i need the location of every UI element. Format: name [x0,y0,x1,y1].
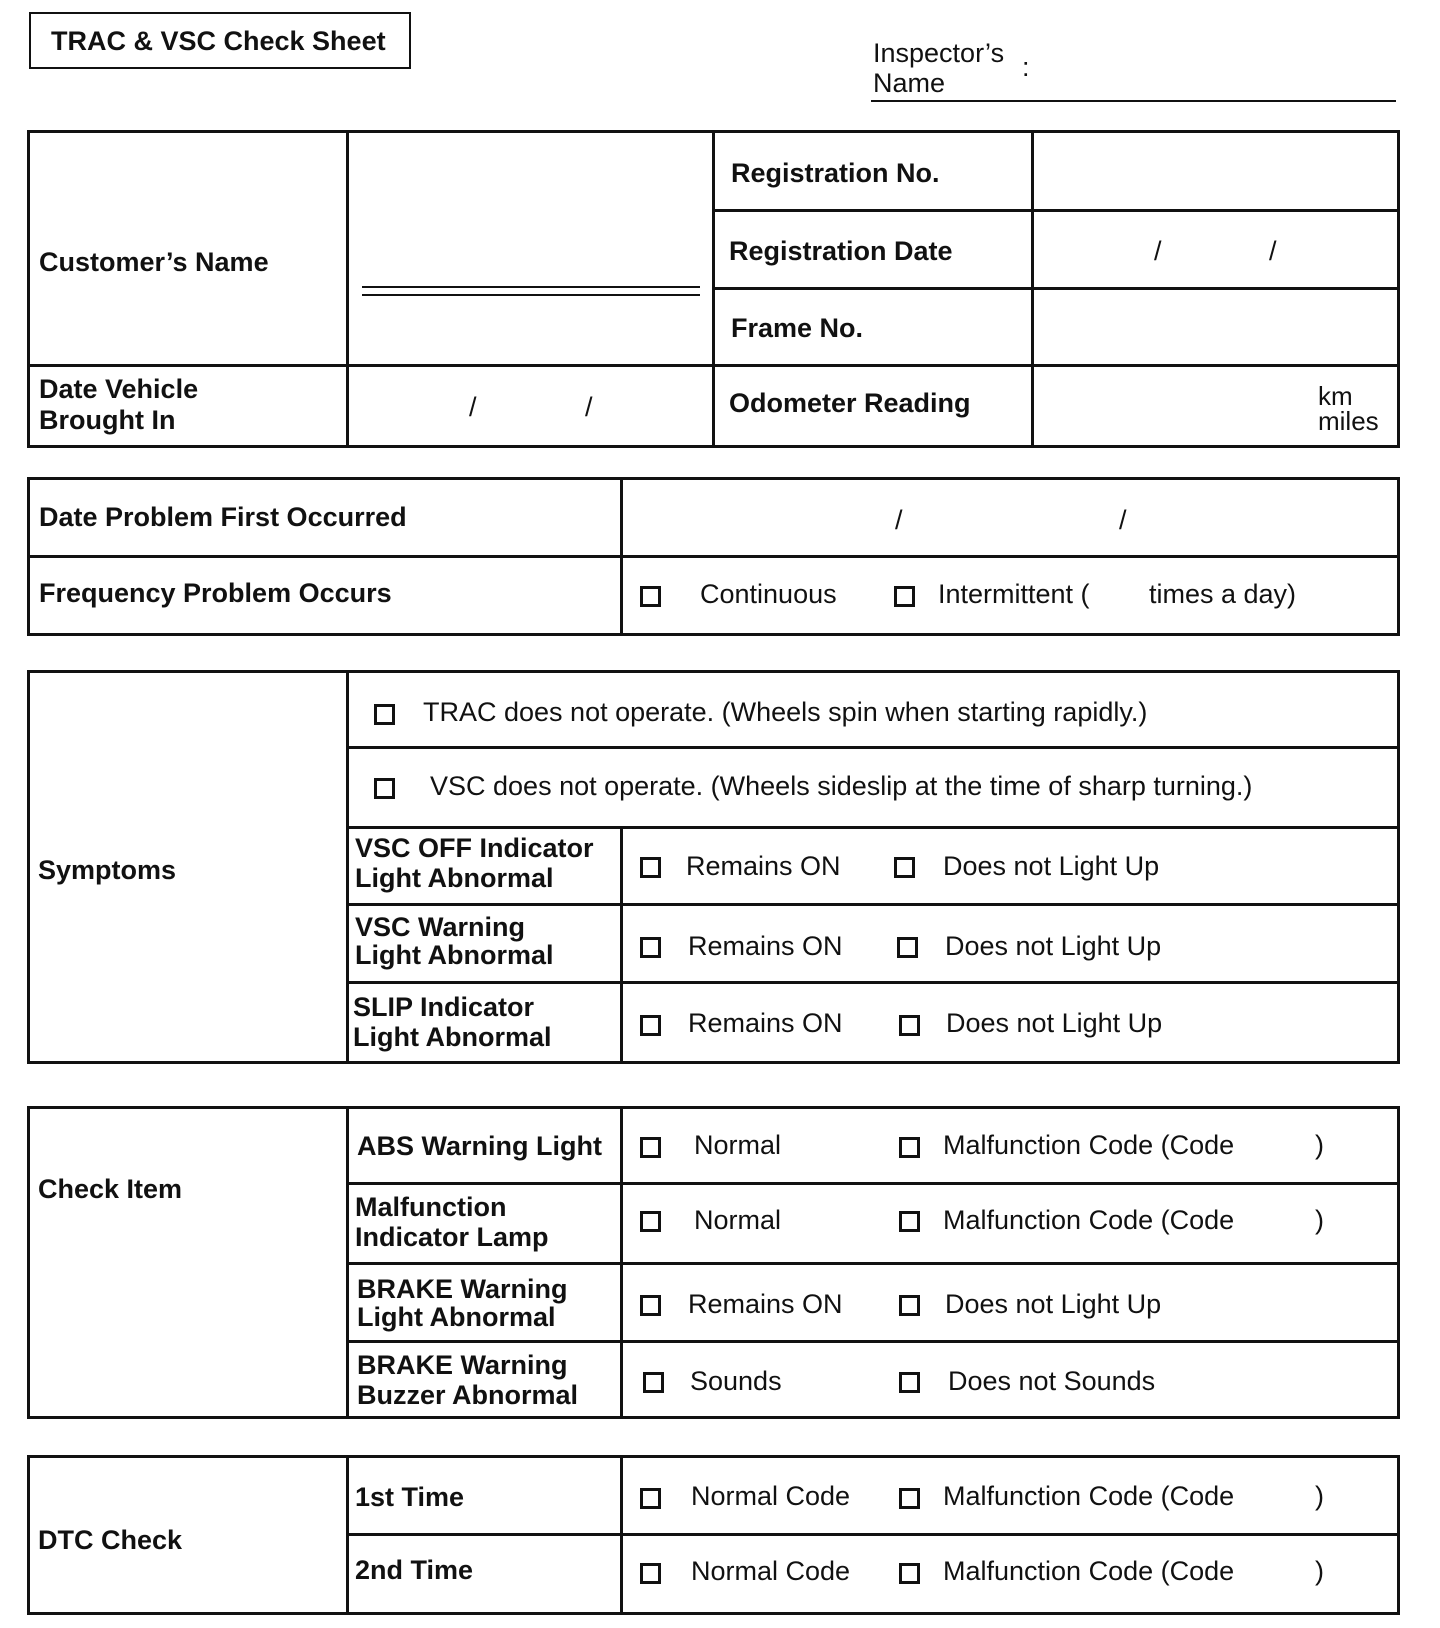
dtc-2nd-normal-checkbox[interactable] [640,1563,661,1584]
date-brought-in-label-line1: Date Vehicle [39,374,199,404]
mil-label-line2: Indicator Lamp [355,1222,549,1252]
odometer-label: Odometer Reading [729,388,971,418]
option-label: Malfunction Code (Code [943,1556,1235,1586]
option-label: Remains ON [686,851,841,881]
vsc-symptom: VSC does not operate. (Wheels sideslip at the time of sharp turning.) [430,771,1253,801]
slip-label-line2: Light Abnormal [353,1022,552,1052]
vsc-off-label-line2: Light Abnormal [355,863,554,893]
abs-malfunction-checkbox[interactable] [899,1137,920,1158]
vsc-off-remains-on-checkbox[interactable] [640,857,661,878]
vsc-off-no-light-checkbox[interactable] [894,857,915,878]
brake-light-remains-on-checkbox[interactable] [640,1295,661,1316]
date-slash: / [469,392,477,422]
dtc-2nd-time-label: 2nd Time [355,1555,474,1585]
dtc-2nd-malfunction-checkbox[interactable] [899,1563,920,1584]
intermittent-checkbox[interactable] [894,586,915,607]
divider [346,1340,1400,1343]
customer-name-field[interactable] [362,286,700,296]
brake-buzzer-label-line2: Buzzer Abnormal [357,1380,579,1410]
divider [346,981,1400,984]
slip-label-line1: SLIP Indicator [353,992,535,1022]
date-first-occurred-label: Date Problem First Occurred [39,502,407,532]
divider [346,130,349,448]
vsc-warning-remains-on-checkbox[interactable] [640,937,661,958]
date-brought-in-label-line2: Brought In [39,405,176,435]
divider [712,209,1400,212]
trac-checkbox[interactable] [374,704,395,725]
vsc-warning-label-line1: VSC Warning [355,912,526,942]
option-label: Remains ON [688,931,843,961]
continuous-option: Continuous [700,579,837,609]
brake-buzzer-label-line1: BRAKE Warning [357,1350,568,1380]
brake-light-label-line2: Light Abnormal [357,1302,556,1332]
divider [620,826,623,1064]
divider [346,746,1400,749]
mil-label-line1: Malfunction [355,1192,507,1222]
abs-normal-checkbox[interactable] [640,1137,661,1158]
option-label: Does not Light Up [943,851,1160,881]
intermittent-option: Intermittent ( [938,579,1090,609]
unit-km: km [1318,381,1353,411]
option-label: Does not Light Up [945,1289,1162,1319]
option-label: Malfunction Code (Code [943,1481,1235,1511]
vsc-warning-label-line2: Light Abnormal [355,940,554,970]
date-slash: / [1154,236,1162,266]
registration-no-label: Registration No. [731,158,940,188]
option-label: Malfunction Code (Code [943,1130,1235,1160]
inspector-colon: : [1022,52,1030,82]
dtc-1st-time-label: 1st Time [355,1482,465,1512]
date-slash: / [585,392,593,422]
option-label: Sounds [690,1366,782,1396]
divider [346,903,1400,906]
trac-symptom: TRAC does not operate. (Wheels spin when starting rapidly.) [423,697,1148,727]
frequency-label: Frequency Problem Occurs [39,578,392,608]
brake-light-label-line1: BRAKE Warning [357,1274,568,1304]
option-label: Normal [694,1130,782,1160]
vsc-warning-no-light-checkbox[interactable] [897,937,918,958]
sheet-title: TRAC & VSC Check Sheet [51,26,386,56]
divider [27,555,1400,558]
divider [346,1533,1400,1536]
divider [346,1262,1400,1265]
unit-miles: miles [1318,406,1379,436]
option-label: Does not Sounds [948,1366,1156,1396]
title-box [29,12,411,69]
date-slash: / [1119,505,1127,535]
code-close-paren: ) [1315,1481,1324,1511]
brake-buzzer-no-sound-checkbox[interactable] [899,1372,920,1393]
registration-date-label: Registration Date [729,236,953,266]
inspector-name-field[interactable] [871,100,1396,102]
option-label: Does not Light Up [945,931,1162,961]
dtc-check-label: DTC Check [38,1525,183,1555]
option-label: Normal Code [691,1481,851,1511]
divider [712,287,1400,290]
date-slash: / [1269,236,1277,266]
brake-buzzer-sounds-checkbox[interactable] [643,1372,664,1393]
check-item-label: Check Item [38,1174,183,1204]
option-label: Normal [694,1205,782,1235]
option-label: Normal Code [691,1556,851,1586]
date-slash: / [895,505,903,535]
dtc-1st-normal-checkbox[interactable] [640,1488,661,1509]
code-close-paren: ) [1315,1205,1324,1235]
symptoms-label: Symptoms [38,855,177,885]
code-close-paren: ) [1315,1556,1324,1586]
inspector-label-line1: Inspector’s [873,38,1005,68]
option-label: Remains ON [688,1008,843,1038]
divider [346,670,349,1064]
slip-no-light-checkbox[interactable] [899,1015,920,1036]
continuous-checkbox[interactable] [640,586,661,607]
option-label: Remains ON [688,1289,843,1319]
dtc-1st-malfunction-checkbox[interactable] [899,1488,920,1509]
abs-warning-label: ABS Warning Light [357,1131,602,1161]
times-a-day: times a day) [1149,579,1297,609]
slip-remains-on-checkbox[interactable] [640,1015,661,1036]
divider [346,1182,1400,1185]
brake-light-no-light-checkbox[interactable] [899,1295,920,1316]
customer-name-label: Customer’s Name [39,247,269,277]
option-label: Malfunction Code (Code [943,1205,1235,1235]
frame-no-label: Frame No. [731,313,864,343]
code-close-paren: ) [1315,1130,1324,1160]
divider [346,826,1400,829]
inspector-label-line2: Name [873,68,946,98]
vsc-checkbox[interactable] [374,778,395,799]
mil-normal-checkbox[interactable] [640,1211,661,1232]
mil-malfunction-checkbox[interactable] [899,1211,920,1232]
vsc-off-label-line1: VSC OFF Indicator [355,833,594,863]
divider [27,364,1400,367]
option-label: Does not Light Up [946,1008,1163,1038]
